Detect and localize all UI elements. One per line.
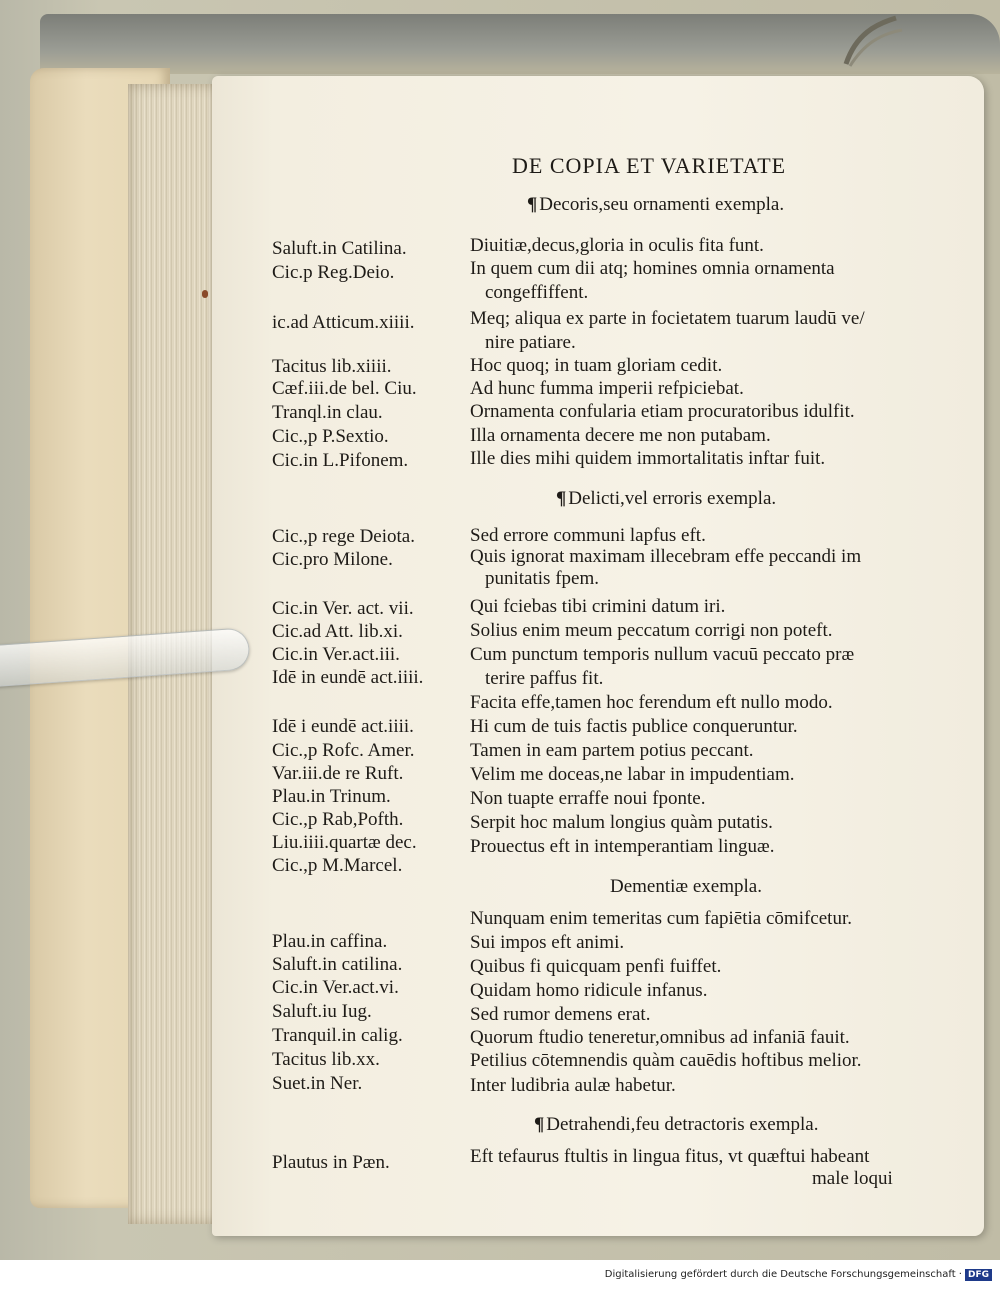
entry-text: Ad hunc fumma imperii refpiciebat. (470, 378, 744, 399)
entry-text: Meq; aliqua ex parte in focietatem tuarum laudū ve/ (470, 308, 865, 329)
entry-text: Quidam homo ridicule infanus. (470, 980, 708, 1001)
entry-text: Quorum ftudio teneretur,omnibus ad infaniā fauit. (470, 1027, 850, 1048)
entry-source: Cic.,p rege Deiota. (272, 526, 415, 547)
entry-text: Diuitiæ,decus,gloria in oculis fita funt. (470, 235, 764, 256)
entry-source: Cic.pro Milone. (272, 549, 393, 570)
entry-text: Ornamenta confularia etiam procuratoribus idulfit. (470, 401, 855, 422)
binding-string (836, 14, 906, 68)
entry-source: Cic.ad Att. lib.xi. (272, 621, 403, 642)
entry-continuation: male loqui (812, 1168, 893, 1189)
entry-text: Sed errore communi lapfus eft. (470, 525, 706, 546)
section-rubric: Dementiæ exempla. (610, 876, 762, 897)
stain-mark (202, 290, 208, 298)
digitization-footer: Digitalisierung gefördert durch die Deutsche Forschungsgemeinschaft · DFG (605, 1269, 992, 1281)
section-rubric: ¶ Delicti,vel erroris exempla. (556, 488, 777, 509)
entry-text: Quibus fi quicquam penfi fuiffet. (470, 956, 722, 977)
entry-continuation: terire paffus fit. (485, 668, 604, 689)
entry-continuation: nire patiare. (485, 332, 576, 353)
entry-text: Qui fciebas tibi crimini datum iri. (470, 596, 726, 617)
entry-source: Tacitus lib.xx. (272, 1049, 380, 1070)
entry-source: Cic.,p Rab,Pofth. (272, 809, 404, 830)
entry-source: Cæf.iii.de bel. Ciu. (272, 378, 417, 399)
entry-source: Idē i eundē act.iiii. (272, 716, 414, 737)
entry-source: Cic.in L.Pifonem. (272, 450, 409, 471)
entry-text: In quem cum dii atq; homines omnia ornamenta (470, 258, 835, 279)
entry-text: Prouectus eft in intemperantiam linguæ. (470, 836, 775, 857)
entry-text: Velim me doceas,ne labar in impudentiam. (470, 764, 795, 785)
entry-text: Illa ornamenta decere me non putabam. (470, 425, 771, 446)
entry-continuation: punitatis fpem. (485, 568, 599, 589)
pilcrow-icon: ¶ (534, 1114, 545, 1135)
entry-text: Facita effe,tamen hoc ferendum eft nullo modo. (470, 692, 833, 713)
entry-text: Quis ignorat maximam illecebram effe peccandi im (470, 546, 862, 567)
entry-text: Eft tefaurus ftultis in lingua fitus, vt quæftui habeant (470, 1146, 870, 1167)
page-header: DE COPIA ET VARIETATE (512, 153, 787, 178)
entry-source: Cic.in Ver.act.vi. (272, 977, 399, 998)
section-rubric: ¶ Decoris,seu ornamenti exempla. (527, 194, 785, 215)
entry-source: Plau.in Trinum. (272, 786, 391, 807)
entry-source: Cic.,p P.Sextio. (272, 426, 389, 447)
entry-source: Cic.in Ver. act. vii. (272, 598, 414, 619)
entry-source: Liu.iiii.quartæ dec. (272, 832, 417, 853)
entry-source: Cic.,p M.Marcel. (272, 855, 403, 876)
entry-text: Inter ludibria aulæ habetur. (470, 1075, 676, 1096)
entry-text: Sed rumor demens erat. (470, 1004, 651, 1025)
entry-source: Tranquil.in calig. (272, 1025, 403, 1046)
entry-source: Tacitus lib.xiiii. (272, 356, 392, 377)
entry-continuation: congeffiffent. (485, 282, 589, 303)
entry-text: Ille dies mihi quidem immortalitatis inftar fuit. (470, 448, 826, 469)
entry-text: Solius enim meum peccatum corrigi non poteft. (470, 620, 833, 641)
entry-source: Var.iii.de re Ruft. (272, 763, 404, 784)
pilcrow-icon: ¶ (556, 488, 567, 509)
entry-text: Petilius cōtemnendis quàm cauēdis hoftibus melior. (470, 1050, 862, 1071)
entry-text: Tamen in eam partem potius peccant. (470, 740, 754, 761)
entry-text: Non tuapte erraffe noui fponte. (470, 788, 706, 809)
entry-source: Tranql.in clau. (272, 402, 383, 423)
entry-text: Cum punctum temporis nullum vacuū peccato præ (470, 644, 855, 665)
section-rubric: ¶ Detrahendi,feu detractoris exempla. (534, 1114, 819, 1135)
entry-source: Plautus in Pæn. (272, 1152, 390, 1173)
entry-text: Hi cum de tuis factis publice conqueruntur. (470, 716, 798, 737)
entry-source: Saluft.in catilina. (272, 954, 403, 975)
entry-text: Nunquam enim temeritas cum fapiētia cōmifcetur. (470, 908, 852, 929)
pilcrow-icon: ¶ (527, 194, 538, 215)
entry-source: Cic.p Reg.Deio. (272, 262, 395, 283)
entry-source: Cic.in Ver.act.iii. (272, 644, 400, 665)
entry-text: Serpit hoc malum longius quàm putatis. (470, 812, 773, 833)
entry-text: Hoc quoq; in tuam gloriam cedit. (470, 355, 723, 376)
entry-source: Plau.in caffina. (272, 931, 388, 952)
entry-source: Idē in eundē act.iiii. (272, 667, 424, 688)
entry-source: Saluft.in Catilina. (272, 238, 407, 259)
entry-text: Sui impos eft animi. (470, 932, 625, 953)
entry-source: Cic.,p Rofc. Amer. (272, 740, 415, 761)
entry-source: ic.ad Atticum.xiiii. (272, 312, 415, 333)
dfg-logo: DFG (965, 1269, 992, 1281)
entry-source: Saluft.iu Iug. (272, 1001, 372, 1022)
entry-source: Suet.in Ner. (272, 1073, 363, 1094)
